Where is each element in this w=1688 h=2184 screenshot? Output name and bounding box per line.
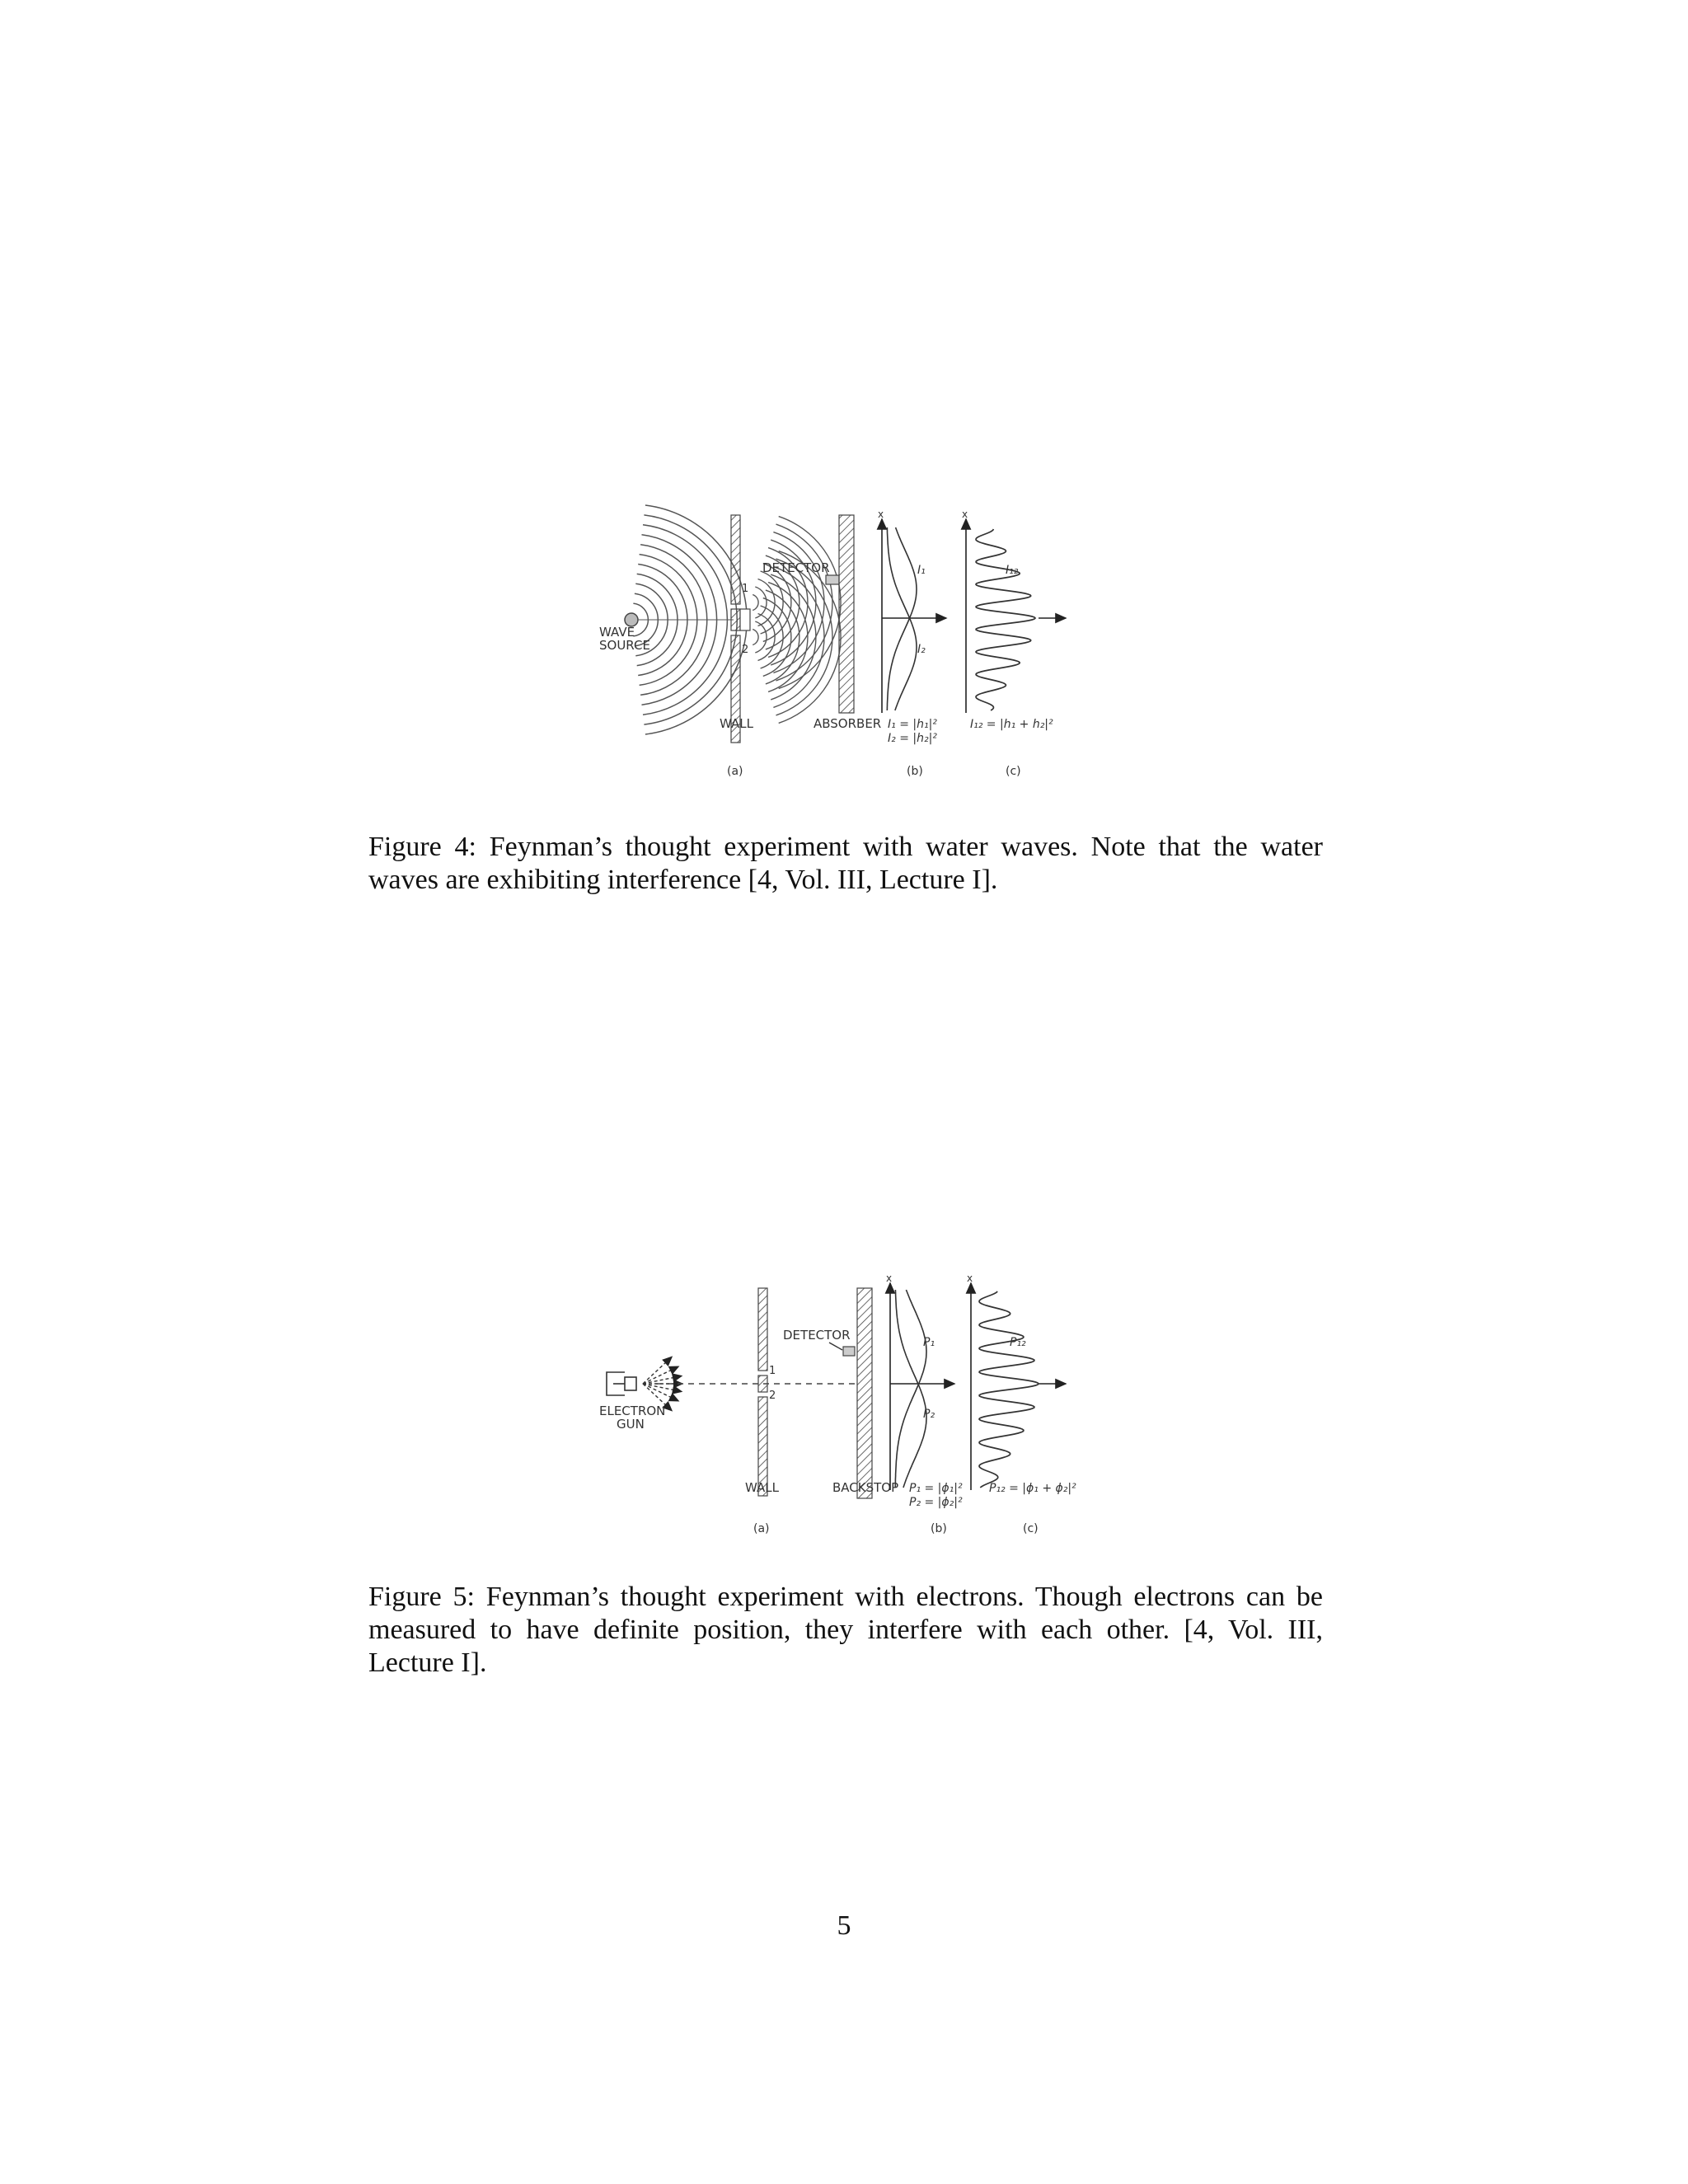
intensity-plot-b: [882, 519, 946, 713]
curve-P12-label: P₁₂: [1010, 1336, 1026, 1349]
slit-1-label: 1: [769, 1365, 776, 1377]
curve-I12-label: I₁₂: [1006, 564, 1019, 577]
equation-b-1: P₁ = |ϕ₁|²: [909, 1482, 963, 1495]
curve-I12: [976, 529, 1035, 710]
panel-a-label: (a): [727, 765, 743, 778]
wall: [758, 1288, 767, 1496]
wave-source-label-1: WAVE: [599, 625, 635, 640]
curve-P2: [895, 1290, 926, 1488]
equation-c: I₁₂ = |h₁ + h₂|²: [970, 718, 1053, 731]
detector-icon: [843, 1347, 855, 1356]
panel-b-label: (b): [907, 765, 923, 778]
slit-1-label: 1: [742, 583, 749, 595]
panel-c-label: (c): [1006, 765, 1021, 778]
slit-2-label: 2: [769, 1390, 776, 1402]
detector-icon: [826, 575, 839, 584]
curve-I2: [887, 527, 917, 710]
wall-label: WALL: [720, 716, 753, 731]
electron-trajectory: [643, 1384, 678, 1401]
backstop-label: BACKSTOP: [832, 1480, 899, 1495]
curve-I1: [887, 527, 917, 710]
figure-5-electrons: [577, 1257, 1137, 1537]
curve-P1-label: P₁: [923, 1336, 935, 1349]
equation-b-1: I₁ = |h₁|²: [888, 718, 937, 731]
figure-4-caption: Figure 4: Feynman’s thought experiment with water waves. Note that the water waves are exhibiting interference [4, Vol. III, Lecture I].: [368, 832, 1323, 895]
electron-gun-label-1: ELECTRON: [599, 1404, 666, 1418]
probability-plot-b: [890, 1283, 954, 1490]
absorber: [839, 515, 854, 713]
curve-I1-label: I₁: [917, 564, 926, 577]
axis-x-label-c: x: [967, 1272, 973, 1284]
absorber-label: ABSORBER: [814, 716, 882, 731]
curve-P12: [979, 1291, 1039, 1488]
equation-b-2: P₂ = |ϕ₂|²: [909, 1496, 963, 1509]
detector-pointer: [829, 1343, 842, 1350]
electron-trajectory: [643, 1357, 672, 1384]
panel-c-label: (c): [1023, 1522, 1039, 1535]
axis-x-label-b: x: [886, 1272, 893, 1284]
wall-label: WALL: [745, 1480, 779, 1495]
wall: [731, 515, 750, 743]
equation-b-2: I₂ = |h₂|²: [888, 732, 937, 745]
curve-I2-label: I₂: [917, 643, 926, 656]
detector-label: DETECTOR: [783, 1328, 851, 1343]
electron-gun-label-2: GUN: [617, 1417, 645, 1432]
probability-plot-c: [971, 1283, 1066, 1490]
electron-trajectory: [643, 1384, 682, 1392]
electron-gun-icon: [607, 1372, 636, 1395]
equation-c: P₁₂ = |ϕ₁ + ϕ₂|²: [989, 1482, 1076, 1495]
electron-trajectory: [643, 1376, 682, 1385]
curve-P1: [895, 1290, 926, 1488]
panel-b-label: (b): [931, 1522, 947, 1535]
slit-2-label: 2: [742, 644, 749, 656]
electron-trajectory: [643, 1366, 678, 1384]
electron-spray: [643, 1357, 682, 1410]
wave-source-label-2: SOURCE: [599, 638, 650, 653]
panel-a-label: (a): [753, 1522, 770, 1535]
backstop: [857, 1288, 872, 1498]
detector-label: DETECTOR: [762, 560, 830, 575]
intensity-plot-c: [966, 519, 1066, 713]
page-number: 5: [837, 1910, 851, 1941]
axis-x-label-b: x: [878, 509, 884, 520]
figure-5-caption: Figure 5: Feynman’s thought experiment with electrons. Though electrons can be measured to have definite position, they interfere with each other. [4, Vol. III, Lecture I].: [368, 1582, 1323, 1678]
curve-P2-label: P₂: [923, 1408, 935, 1421]
figure-4-water-waves: [577, 494, 1137, 791]
slit-wave-fronts: [753, 517, 841, 724]
axis-x-label-c: x: [962, 509, 968, 520]
